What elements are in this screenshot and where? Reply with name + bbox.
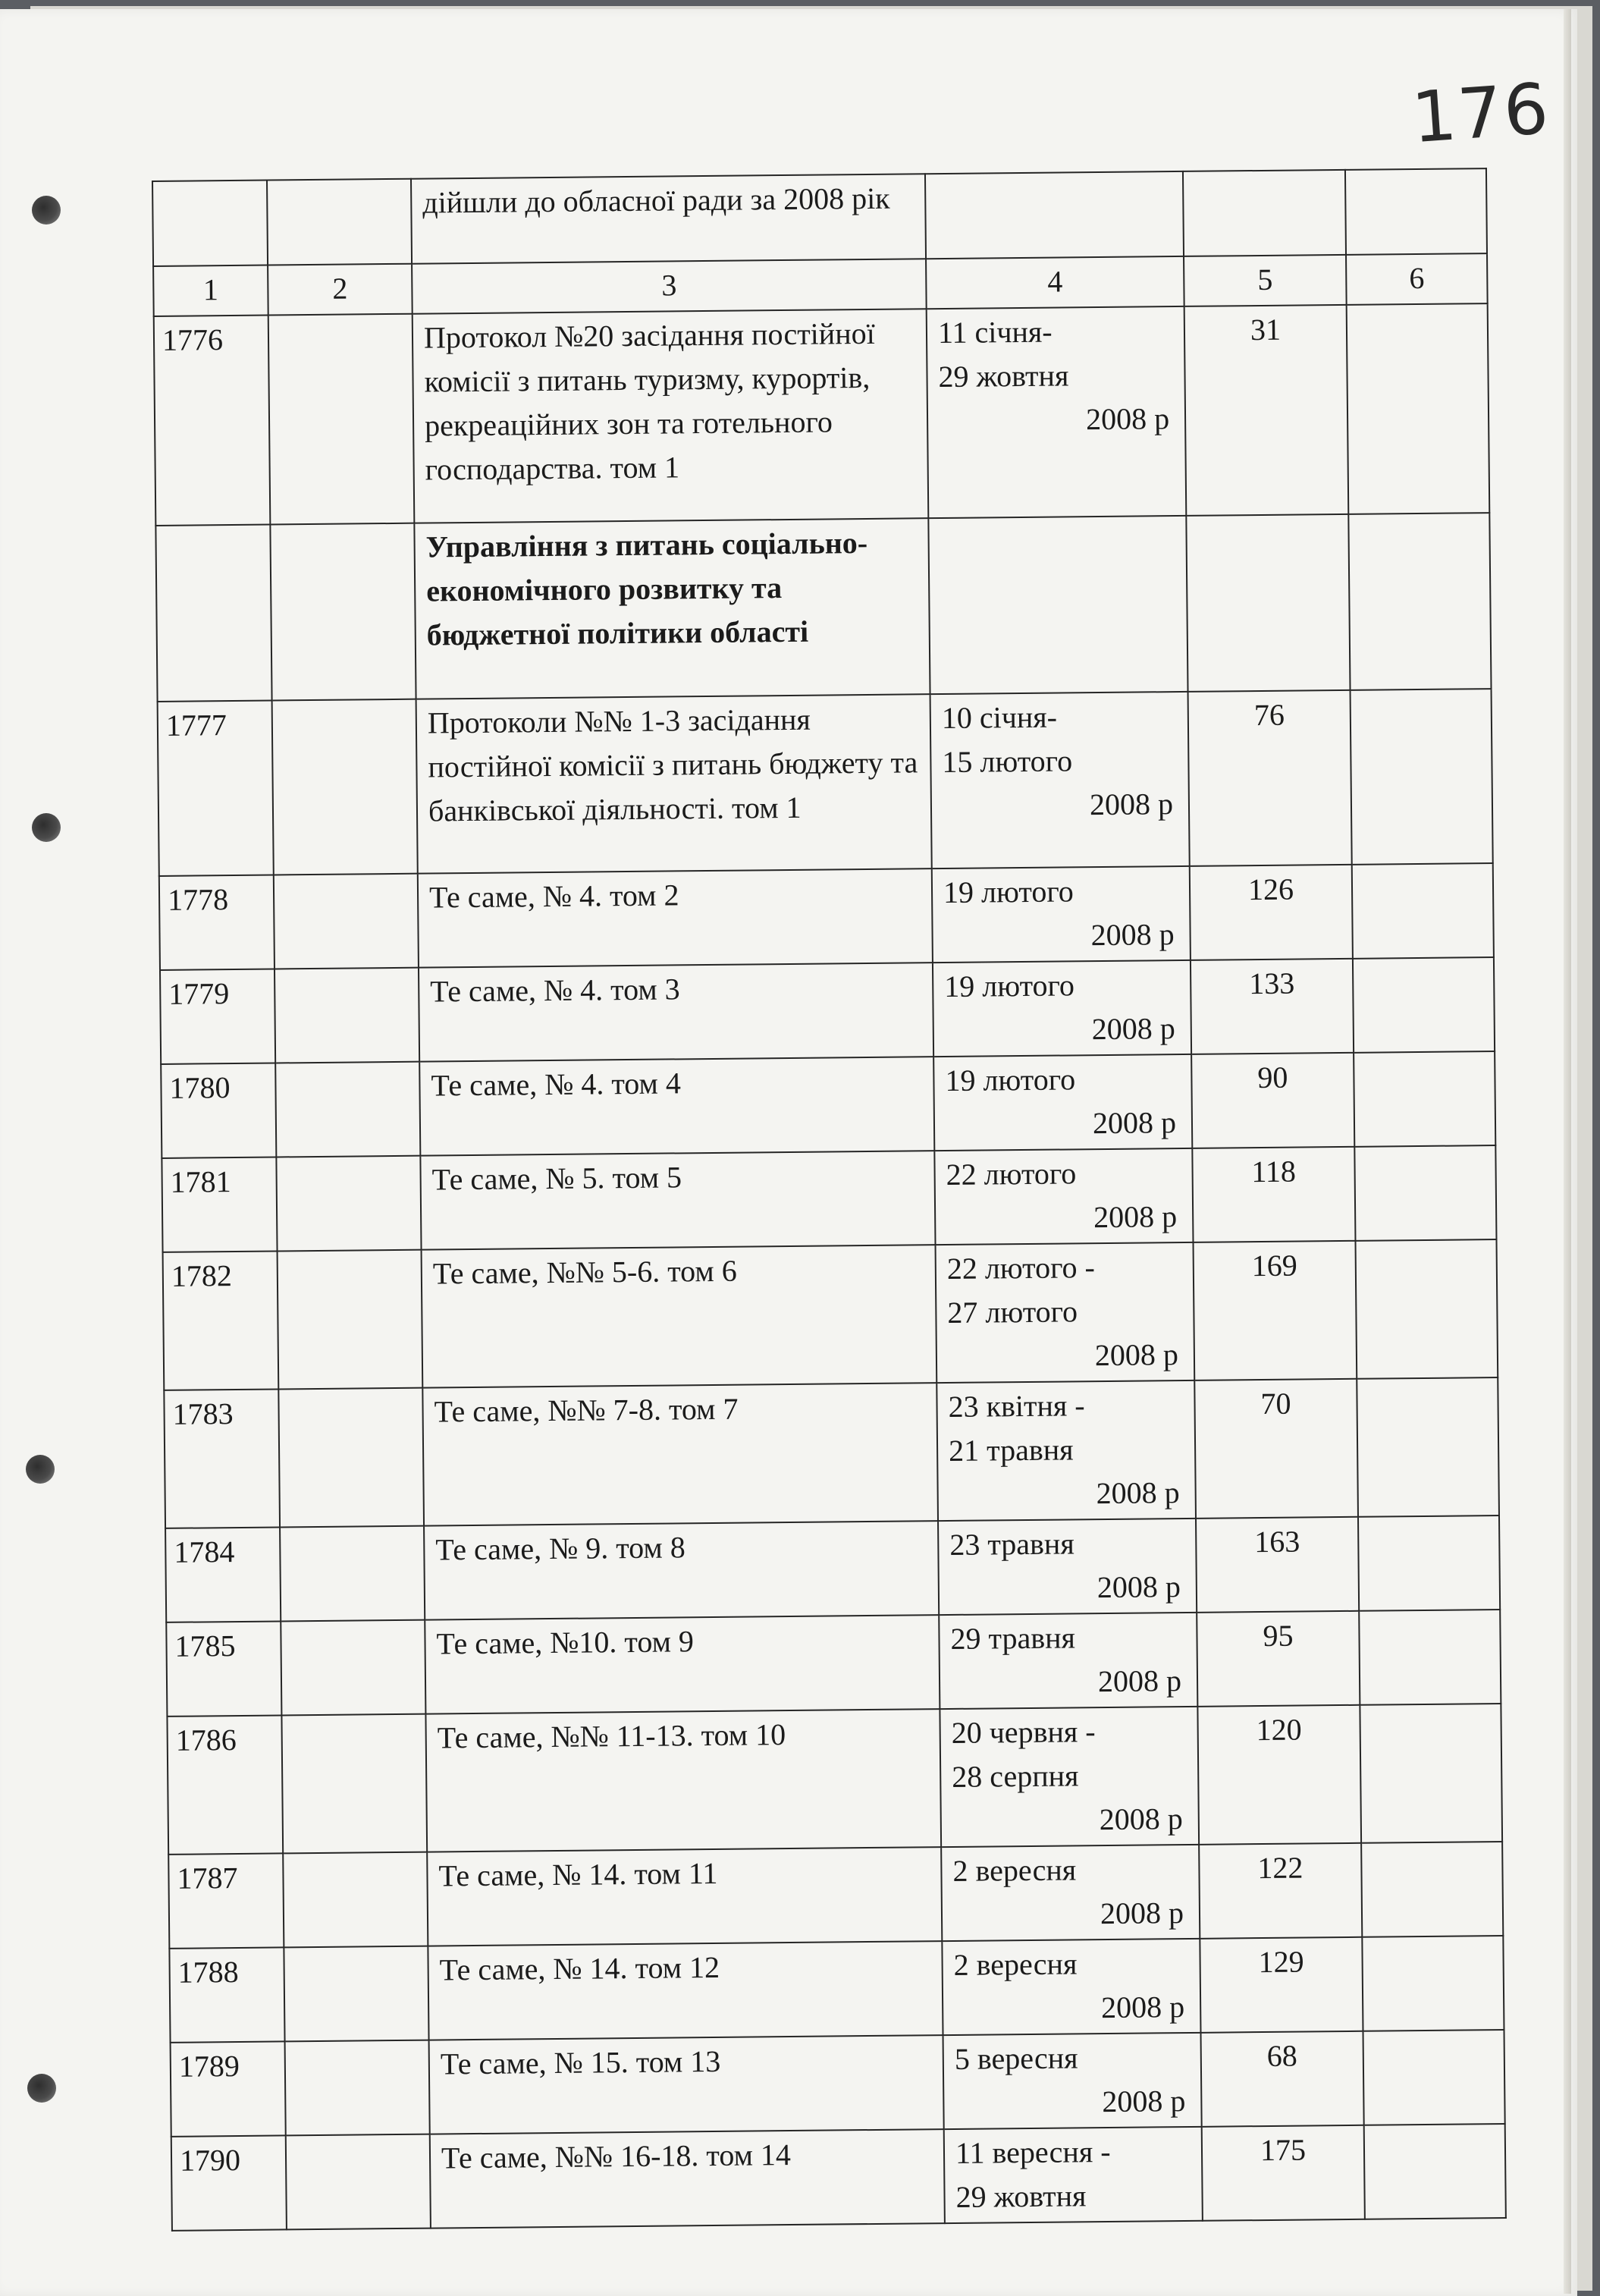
- note-cell: [1354, 1145, 1496, 1241]
- binding-hole: [32, 196, 61, 225]
- date-cell: [939, 1613, 1197, 1709]
- inventory-row: [162, 1145, 1496, 1252]
- case-title: Протоколи №№ 1-3 засідання постійної комісії з питань бюджету та банківської діяльності. том 1: [416, 694, 932, 873]
- sheet-count: 68: [1201, 2031, 1364, 2127]
- sheet-count: 126: [1190, 865, 1353, 960]
- sheet-count: 76: [1188, 690, 1352, 866]
- continuation-row: [152, 168, 1487, 266]
- note-cell: [1361, 1842, 1503, 1937]
- note-cell: [1358, 1515, 1500, 1611]
- date-year: 2008 р: [1093, 1199, 1178, 1235]
- date-to: 27 лютого: [947, 1294, 1078, 1330]
- empty-cell: [155, 525, 271, 702]
- date-year: 2008 р: [1096, 1569, 1181, 1605]
- inventory-row: [167, 1704, 1502, 1855]
- date-from: 10 січня-: [941, 699, 1058, 736]
- column-number: 5: [1184, 255, 1347, 306]
- inventory-row: [168, 1842, 1503, 1949]
- note-cell: [1360, 1704, 1502, 1843]
- inventory-row: [171, 2124, 1506, 2231]
- inventory-row: [160, 957, 1495, 1064]
- case-title: Те саме, № 4. том 3: [419, 963, 933, 1062]
- inventory-row: [164, 1377, 1499, 1528]
- inventory-row: [161, 1051, 1495, 1158]
- date-from: 20 червня -: [951, 1714, 1096, 1750]
- inventory-table: [152, 168, 1507, 2232]
- index-cell: [272, 699, 418, 875]
- case-number: 1781: [162, 1157, 277, 1252]
- date-from: 19 лютого: [944, 968, 1075, 1004]
- date-cell: [942, 1939, 1200, 2035]
- case-number: 1787: [168, 1853, 284, 1948]
- date-from: 11 січня-: [937, 314, 1053, 350]
- date-from: 29 травня: [950, 1620, 1076, 1656]
- case-title: Те саме, №№ 7-8. том 7: [422, 1383, 938, 1525]
- case-number: 1785: [166, 1621, 281, 1716]
- case-title: Те саме, №№ 16-18. том 14: [430, 2129, 945, 2228]
- empty-cell: [1186, 514, 1350, 692]
- column-number: 3: [412, 259, 927, 314]
- page-edge: [1564, 9, 1571, 2294]
- case-title: Те саме, №№ 11-13. том 10: [425, 1709, 941, 1852]
- date-cell: [933, 960, 1191, 1057]
- case-title: Те саме, № 9. том 8: [424, 1521, 939, 1620]
- date-cell: [936, 1242, 1195, 1383]
- column-number: 1: [153, 265, 268, 316]
- case-title: Те саме, №10. том 9: [425, 1615, 940, 1714]
- note-cell: [1357, 1377, 1499, 1517]
- note-cell: [1354, 1051, 1495, 1147]
- case-number: 1790: [171, 2135, 287, 2230]
- case-title: Те саме, №№ 5-6. том 6: [422, 1245, 937, 1387]
- date-year: 2008 р: [1091, 1011, 1176, 1047]
- sheet-count: 175: [1202, 2125, 1365, 2221]
- inventory-row: [171, 2030, 1505, 2137]
- sheet-count: 163: [1196, 1517, 1359, 1613]
- column-number: 6: [1346, 253, 1488, 305]
- date-year: 2008 р: [1100, 1896, 1184, 1931]
- empty-cell: [1348, 513, 1491, 690]
- continuation-text: дійшли до обласної ради за 2008 рік: [411, 174, 926, 264]
- empty-cell: [270, 523, 416, 701]
- inventory-row: [163, 1239, 1498, 1390]
- date-to: 29 жовтня: [955, 2178, 1087, 2214]
- date-cell: [944, 2127, 1203, 2223]
- date-year: 2008 р: [1102, 2084, 1186, 2119]
- note-cell: [1353, 957, 1495, 1053]
- case-number: 1783: [164, 1389, 280, 1528]
- case-title: Те саме, № 4. том 2: [418, 868, 933, 968]
- binding-hole: [26, 1455, 55, 1484]
- date-cell: [943, 2033, 1202, 2129]
- sheet-count: 95: [1197, 1611, 1360, 1707]
- binding-hole: [32, 813, 61, 842]
- date-year: 2008 р: [1092, 1105, 1177, 1141]
- date-cell: [936, 1380, 1196, 1521]
- note-cell: [1363, 2030, 1504, 2125]
- sheet-count: 120: [1197, 1705, 1361, 1845]
- case-number: 1782: [163, 1251, 279, 1390]
- case-title: Те саме, № 15. том 13: [429, 2035, 944, 2134]
- date-cell: [934, 1148, 1193, 1245]
- index-cell: [275, 1062, 420, 1157]
- binding-hole: [27, 2074, 56, 2103]
- empty-cell: [928, 516, 1187, 694]
- index-cell: [286, 2134, 431, 2230]
- column-number: 2: [268, 264, 413, 316]
- sheet-count: 122: [1199, 1843, 1362, 1939]
- date-cell: [932, 866, 1191, 963]
- date-year: 2008 р: [1090, 917, 1175, 953]
- case-number: 1777: [158, 701, 274, 876]
- note-cell: [1362, 1936, 1504, 2031]
- date-to: 29 жовтня: [938, 358, 1069, 394]
- date-cell: [938, 1519, 1197, 1615]
- date-from: 11 вересня -: [955, 2134, 1111, 2170]
- section-heading-row: [155, 513, 1491, 702]
- date-from: 19 лютого: [945, 1062, 1076, 1098]
- inventory-row: [165, 1515, 1500, 1622]
- date-from: 5 вересня: [954, 2040, 1078, 2076]
- case-title: Те саме, № 14. том 12: [428, 1941, 943, 2040]
- index-cell: [284, 1946, 428, 2042]
- folio-number: 176: [1409, 68, 1553, 159]
- inventory-row: [166, 1610, 1501, 1717]
- date-from: 22 лютого -: [946, 1250, 1096, 1286]
- sheet-count: 129: [1200, 1937, 1363, 2033]
- column-number: 4: [926, 256, 1184, 309]
- sheet-count: 118: [1192, 1147, 1355, 1242]
- case-number: 1784: [165, 1527, 281, 1622]
- date-year: 2008 р: [1097, 1663, 1182, 1699]
- note-cell: [1364, 2124, 1506, 2219]
- index-cell: [280, 1526, 425, 1622]
- case-number: 1788: [169, 1947, 284, 2042]
- index-cell: [278, 1388, 424, 1528]
- inventory-row: [159, 863, 1494, 970]
- case-number: 1780: [161, 1063, 276, 1157]
- sheet-count: 133: [1191, 959, 1354, 1054]
- date-from: 2 вересня: [952, 1852, 1077, 1888]
- note-cell: [1347, 303, 1490, 514]
- index-cell: [285, 2040, 430, 2136]
- date-to: 28 серпня: [952, 1758, 1079, 1794]
- date-year: 2008 р: [1094, 1337, 1179, 1373]
- index-cell: [278, 1250, 423, 1390]
- date-to: 21 травня: [948, 1432, 1074, 1468]
- note-cell: [1355, 1239, 1498, 1379]
- date-from: 23 квітня -: [948, 1388, 1085, 1424]
- case-number: 1779: [160, 969, 275, 1063]
- date-from: 2 вересня: [953, 1946, 1078, 1982]
- case-number: 1789: [171, 2041, 286, 2136]
- date-cell: [927, 306, 1187, 518]
- date-cell: [933, 1054, 1192, 1151]
- section-heading: Управління з питань соціально-економічного розвитку та бюджетної політики області: [414, 518, 930, 699]
- case-title: Протокол №20 засідання постійної комісії з питань туризму, курортів, рекреаційних зон та готельного господарства. том 1: [413, 309, 929, 523]
- index-cell: [281, 1620, 425, 1716]
- note-cell: [1352, 863, 1494, 959]
- date-from: 22 лютого: [946, 1156, 1077, 1192]
- note-cell: [1359, 1610, 1501, 1705]
- date-cell: [930, 692, 1190, 868]
- sheet-count: 31: [1184, 305, 1349, 516]
- note-cell: [1351, 689, 1493, 865]
- inventory-row: [169, 1936, 1504, 2043]
- date-to: 15 лютого: [942, 743, 1073, 780]
- inventory-row: [158, 689, 1493, 876]
- date-from: 19 лютого: [943, 874, 1074, 910]
- case-title: Те саме, № 4. том 4: [419, 1057, 934, 1156]
- case-title: Те саме, № 14. том 11: [427, 1847, 942, 1946]
- case-number: 1776: [154, 316, 271, 526]
- index-cell: [268, 314, 415, 525]
- date-year: 2008 р: [1085, 401, 1170, 437]
- index-cell: [281, 1714, 427, 1854]
- case-number: 1778: [159, 875, 275, 969]
- case-number: 1786: [167, 1715, 283, 1854]
- inventory-row: [154, 303, 1490, 526]
- sheet-count: 90: [1191, 1053, 1354, 1148]
- date-year: 2008 р: [1100, 1990, 1185, 2025]
- index-cell: [274, 874, 419, 969]
- sheet-count: 70: [1194, 1379, 1358, 1519]
- index-cell: [283, 1852, 428, 1948]
- date-year: 2008 р: [1089, 787, 1174, 822]
- date-cell: [940, 1707, 1199, 1847]
- date-cell: [941, 1845, 1200, 1941]
- date-from: 23 травня: [949, 1526, 1075, 1562]
- date-year: 2008 р: [1099, 1801, 1184, 1837]
- case-title: Те саме, № 5. том 5: [420, 1151, 935, 1250]
- sheet-count: 169: [1194, 1241, 1357, 1380]
- index-cell: [275, 968, 419, 1063]
- index-cell: [276, 1156, 421, 1252]
- date-year: 2008 р: [1096, 1475, 1180, 1511]
